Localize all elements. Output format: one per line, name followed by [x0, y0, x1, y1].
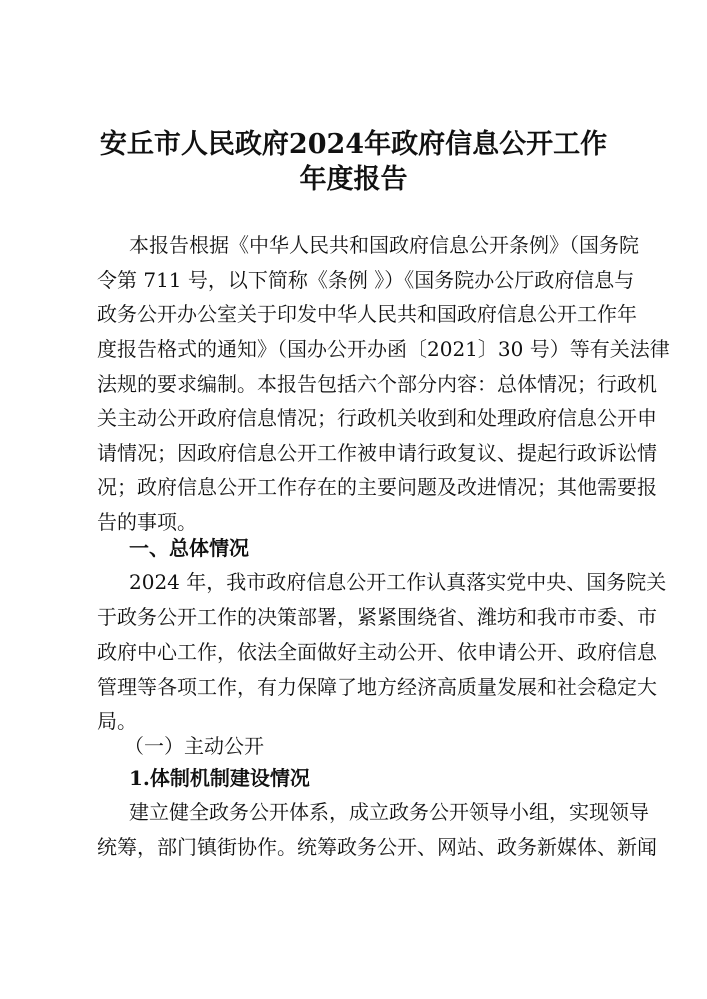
item-heading: 1.体制机制建设情况: [129, 766, 310, 790]
text-line: 政府中心工作，依法全面做好主动公开、依申请公开、政府信息: [97, 640, 657, 664]
subsection-heading: （一）主动公开: [124, 734, 264, 758]
text-line: 本报告根据《中华人民共和国政府信息公开条例》（国务院: [129, 233, 639, 257]
text-line: 2024 年，我市政府信息公开工作认真落实党中央、国务院关: [129, 570, 667, 594]
text-line: 局。: [97, 709, 137, 733]
text-line: 况；政府信息公开工作存在的主要问题及改进情况；其他需要报: [97, 475, 657, 499]
text-line: 统筹，部门镇街协作。统筹政务公开、网站、政务新媒体、新闻: [97, 835, 657, 859]
text-line: 告的事项。: [97, 510, 197, 534]
section-heading: 一、总体情况: [129, 536, 249, 560]
text-line: 请情况；因政府信息公开工作被申请行政复议、提起行政诉讼情: [97, 441, 657, 465]
text-line: 于政务公开工作的决策部署，紧紧围绕省、潍坊和我市市委、市: [97, 605, 657, 629]
text-line: 政务公开办公室关于印发中华人民共和国政府信息公开工作年: [97, 302, 637, 326]
text-line: 法规的要求编制。本报告包括六个部分内容：总体情况；行政机: [97, 372, 657, 396]
report-title-line-1: 安丘市人民政府2024年政府信息公开工作: [99, 129, 608, 160]
text-line: 度报告格式的通知》（国办公开办函〔2021〕30 号）等有关法律: [97, 337, 670, 361]
text-line: 建立健全政务公开体系，成立政务公开领导小组，实现领导: [129, 800, 649, 824]
text-line: 管理等各项工作，有力保障了地方经济高质量发展和社会稳定大: [97, 675, 657, 699]
text-line: 关主动公开政府信息情况；行政机关收到和处理政府信息公开申: [97, 406, 657, 430]
report-title-line-2: 年度报告: [299, 164, 408, 195]
text-line: 令第 711 号，以下简称《条例 》）《国务院办公厅政府信息与: [97, 268, 635, 292]
